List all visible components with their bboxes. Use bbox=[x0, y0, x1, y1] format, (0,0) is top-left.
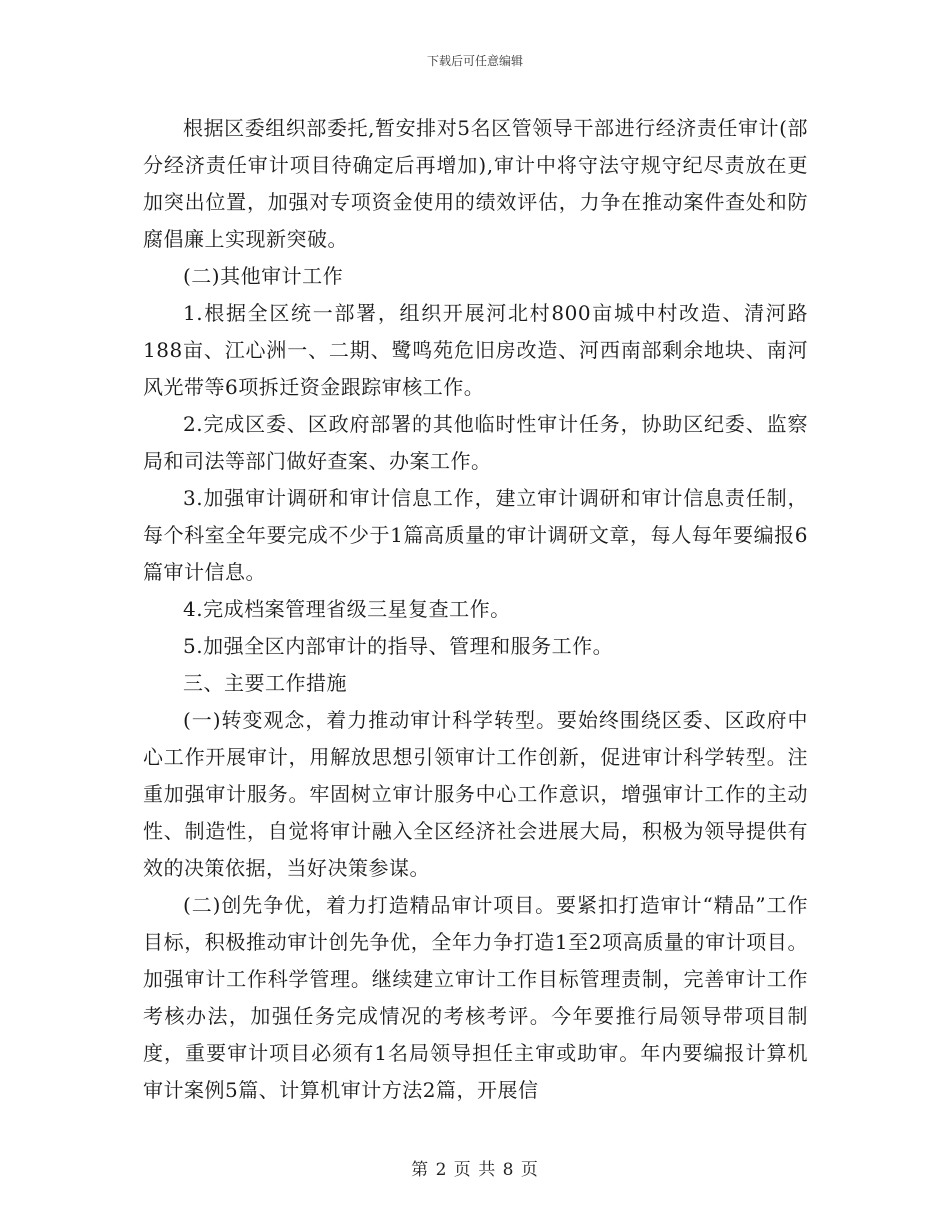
list-item-1: 1.根据全区统一部署，组织开展河北村800亩城中村改造、清河路188亩、江心洲一、二期、鹭鸣苑危旧房改造、河西南部剩余地块、南河风光带等6项拆迁资金跟踪审核工作。 bbox=[143, 301, 808, 399]
list-item-3: 3.加强审计调研和审计信息工作，建立审计调研和审计信息责任制，每个科室全年要完成不少于1篇高质量的审计调研文章，每人每年要编报6篇审计信息。 bbox=[143, 486, 808, 584]
heading-other-audit-work: (二)其他审计工作 bbox=[183, 264, 344, 288]
page-number: 第 2 页 共 8 页 bbox=[411, 1160, 539, 1180]
paragraph-measure-2: (二)创先争优，着力打造精品审计项目。要紧扣打造审计“精品”工作目标，积极推动审计创先争优，全年力争打造1至2项高质量的审计项目。加强审计工作科学管理。继续建立审计工作目标管理责制，完善审计工作考核办法，加强任务完成情况的考核考评。今年要推行局领导带项目制度，重要审计项目必须有1名局领导担任主审或助审。年内要编报计算机审计案例5篇、计算机审计方法2篇，开展信 bbox=[143, 893, 808, 1102]
paragraph-economic-audit: 根据区委组织部委托,暂安排对5名区管领导干部进行经济责任审计(部分经济责任审计项目待确定后再增加),审计中将守法守规守纪尽责放在更加突出位置，加强对专项资金使用的绩效评估，力争在推动案件查处和防腐倡廉上实现新突破。 bbox=[143, 116, 808, 251]
list-item-5: 5.加强全区内部审计的指导、管理和服务工作。 bbox=[183, 634, 614, 658]
document-body bbox=[143, 110, 808, 1109]
list-item-4: 4.完成档案管理省级三星复查工作。 bbox=[183, 597, 511, 621]
page-header-note: 下载后可任意编辑 bbox=[426, 54, 523, 68]
heading-main-measures: 三、主要工作措施 bbox=[183, 671, 347, 695]
paragraph-measure-1: (一)转变观念，着力推动审计科学转型。要始终围绕区委、区政府中心工作开展审计，用解放思想引领审计工作创新，促进审计科学转型。注重加强审计服务。牢固树立审计服务中心工作意识，增强审计工作的主动性、制造性，自觉将审计融入全区经济社会进展大局，积极为领导提供有效的决策依据，当好决策参谋。 bbox=[143, 708, 808, 880]
list-item-2: 2.完成区委、区政府部署的其他临时性审计任务，协助区纪委、监察局和司法等部门做好查案、办案工作。 bbox=[143, 412, 808, 473]
